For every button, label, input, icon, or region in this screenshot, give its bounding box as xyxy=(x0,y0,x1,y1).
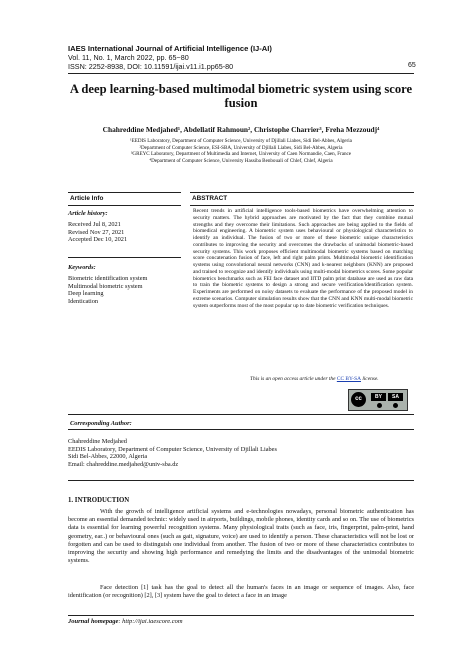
page-number: 65 xyxy=(408,62,416,69)
affiliation-3: ³GREYC Laboratory, Department of Multimedia and Internet, University of Caen Normandie, Caen, France xyxy=(130,151,352,158)
author-list: Chahreddine Medjahed¹, Abdellatif Rahmoun², Christophe Charrier³, Freha Mezzoudj⁴ xyxy=(102,125,380,134)
corresponding-email[interactable]: Email: chahreddine.medjahed@univ-sba.dz xyxy=(68,460,179,468)
info-divider xyxy=(68,257,181,258)
journal-footer xyxy=(68,618,414,625)
abstract-text: Recent trends in artificial intelligence tools-based biometrics have overwhelming attention to security matters. The hybrid approaches are motivated by the fact that they combine mutual strengths and they overcome their limitations. Such approaches are being applied to the fields of biomedical engineering. A biometric system uses behavioural or physiological characteristics to identify an individual. The fusion of two or more of these biometric unique characteristics contributes to improving the security and overcomes the drawbacks of unimodal biometric-based security systems. This work proposes efficient multimodal biometric systems based on matching score concatenation fusion of face, left and right palm prints. Multimodal biometric identification systems using convolutional neural networks (CNN) and k-nearest neighbors (KNN) are proposed and trained to recognize and identify individuals using multi-modal biometrics scores. Some popular biometrics benchmarks such as FEI face dataset and IITD palm print database are used as raw data to train the biometric systems to design a strong and secure verification/identification system. Experiments are performed on noisy datasets to evaluate the performance of the proposed model in extreme scenarios. Computer simulation results show that the CNN and KNN multi-modal biometric system outperforms most of the most popular up to date biometric verification techniques. xyxy=(193,208,413,309)
keyword-item: Deep learning xyxy=(68,290,104,298)
abstract-header xyxy=(190,192,414,206)
license-link[interactable]: CC BY-SA xyxy=(336,376,361,382)
journal-issn: ISSN: 2252-8938, DOI: 10.11591/ijai.v11.i1.pp65-80 xyxy=(68,62,234,71)
attribution-icons xyxy=(371,402,403,408)
history-accepted: Accepted Dec 10, 2021 xyxy=(68,236,128,244)
corresponding-top-rule xyxy=(68,429,414,430)
corresponding-name: Chahreddine Medjahed xyxy=(68,438,127,445)
abstract-heading: ABSTRACT xyxy=(192,195,228,202)
corresponding-bottom-rule xyxy=(68,480,414,481)
affiliation-4: ⁴Department of Computer Science, University Hassiba Benbouali of Chlef, Chlef, Algeria xyxy=(149,158,333,165)
header-divider xyxy=(68,73,414,74)
abstract-bottom-rule xyxy=(68,414,414,415)
footer-url[interactable]: : http://ijai.iaescore.com xyxy=(118,618,183,625)
paper-title: A deep learning-based multimodal biometric system using score fusion xyxy=(69,82,413,110)
corresponding-author xyxy=(68,420,414,468)
article-info-heading: Article Info xyxy=(70,195,104,202)
footer-rule xyxy=(68,615,414,616)
corresponding-affiliation: EEDIS Laboratory, Department of Computer Science, University of Djillali Liabes xyxy=(68,445,277,453)
share-alike-icon xyxy=(393,403,398,408)
intro-heading: 1. INTRODUCTION xyxy=(68,497,130,504)
affiliations xyxy=(68,138,414,165)
footer-label: Journal homepage xyxy=(68,618,119,625)
keywords-label: Keywords: xyxy=(68,264,96,271)
keyword-item: Multimodal biometric system xyxy=(68,282,143,290)
journal-name: IAES International Journal of Artificial Intelligence (IJ-AI) xyxy=(68,44,272,53)
article-history xyxy=(68,210,181,244)
affiliation-2: ²Department of Computer Science, ESI-SBA, University of Djillali Liabes, Sidi Bel-Abbes, Algeria xyxy=(139,144,343,151)
open-access-note xyxy=(250,376,379,382)
keyword-item: Identication xyxy=(68,297,99,305)
article-history-label: Article history: xyxy=(68,210,108,217)
affiliation-1: ¹EEDIS Laboratory, Department of Computer Science, University of Djillali Liabes, Sidi Bel-Abbes, Algeria xyxy=(130,138,352,144)
corresponding-heading: Corresponding Author: xyxy=(70,420,132,427)
journal-volume: Vol. 11, No. 1, March 2022, pp. 65~80 xyxy=(68,53,189,62)
sa-label: SA xyxy=(388,393,403,401)
intro-paragraph-2: Face detection [1] task has the goal to detect all the human's faces in an image or sequence of images. Also, face identification (or recognition) [2], [3] system have the goal to detect a face in an image xyxy=(68,584,414,600)
cc-license-badge[interactable] xyxy=(348,389,408,411)
cc-logo-icon: cc xyxy=(351,392,366,407)
article-info-header xyxy=(68,192,181,206)
keyword-item: Biometric identification system xyxy=(68,275,148,282)
by-label: BY xyxy=(371,393,386,401)
journal-header xyxy=(68,44,272,71)
history-received: Received Jul 8, 2021 xyxy=(68,221,121,228)
keywords-block xyxy=(68,264,181,305)
history-revised: Revised Nov 27, 2021 xyxy=(68,228,125,236)
person-icon xyxy=(377,403,382,408)
oa-prefix: This is an open access article under the xyxy=(250,376,337,382)
oa-suffix: license. xyxy=(360,376,379,382)
corresponding-address: Sidi Bel-Abbes, 22000, Algeria xyxy=(68,453,148,461)
intro-paragraph-1: With the growth of intelligence artificial systems and e-technologies nowadays, personal biometric authentication has become an essential demanded technic: widely used in airports, buildings, mobile phones, identity cards and so on. The use of biometrics data is essential for learning powerful recognition systems. Many physiological traits (such as face, iris, fingerprint, palm-print, hand geometry, ear..) or behavioural ones (such as gait, signature, voice) are used to identify a person. These characteristics will not be lost or forgotten and can be used to distinguish one individual from another. The fusion of two or more of these characteristics contributes to improving the security and showing high performance and remedying the limits and the disadvantages of the unimodal biometric systems. xyxy=(68,508,414,565)
